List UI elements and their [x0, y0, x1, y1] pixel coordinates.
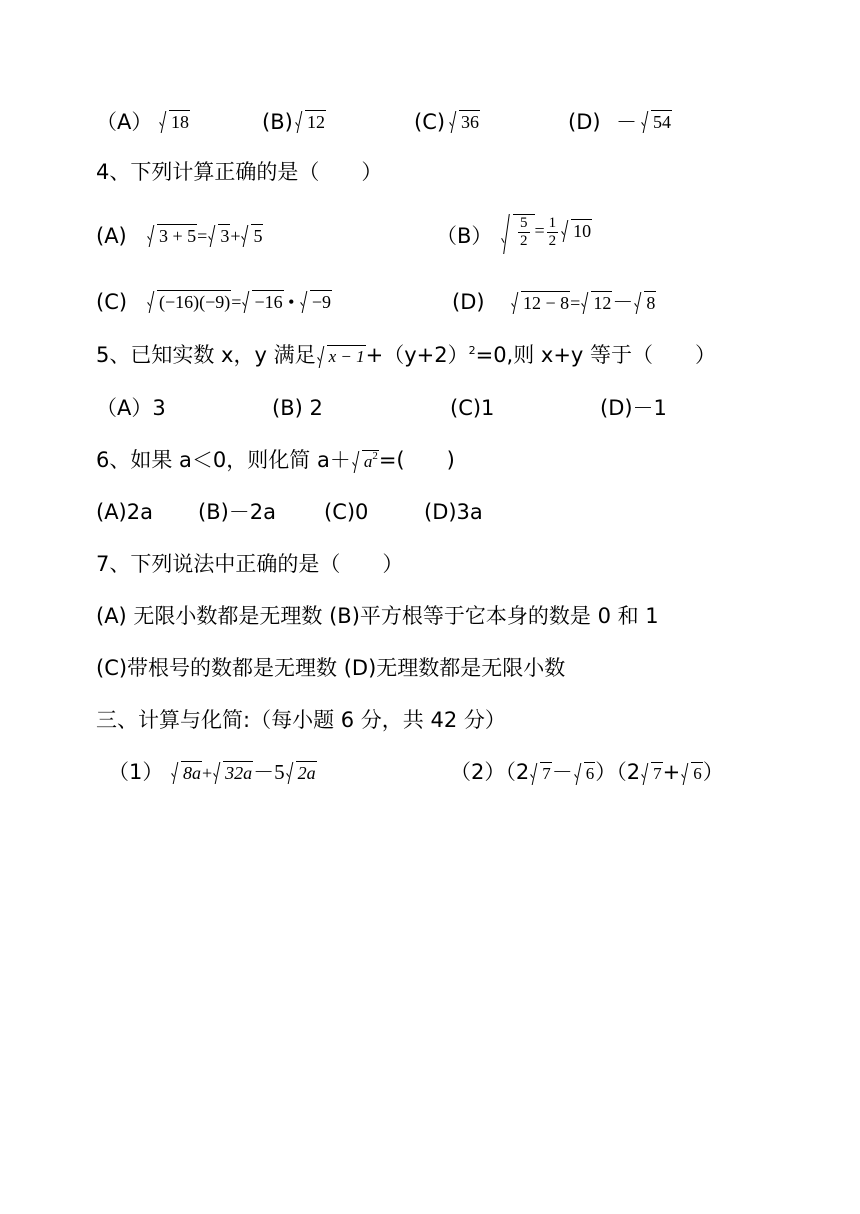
- q3-option-a-value: 18: [158, 110, 190, 134]
- q3-option-d-sign: －: [616, 110, 637, 134]
- q4-option-d-expr: 12 − 8= 12－ 8: [510, 290, 656, 315]
- q6-option-d: (D)3a: [424, 500, 483, 524]
- q3-option-b-label: (B): [262, 110, 293, 134]
- problem-1-expr: 8a+ 32a－5 2a: [170, 760, 317, 785]
- q5-options-row: [0, 394, 860, 434]
- q5-option-d: (D)－1: [600, 396, 667, 420]
- q7-options-line1: [0, 602, 860, 642]
- section3-heading-row: [0, 706, 860, 746]
- q5-option-b: (B) 2: [272, 396, 323, 420]
- q3-option-d-value: 54: [640, 110, 672, 134]
- q5-row: [0, 341, 860, 381]
- q7-options-cd: (C)带根号的数都是无理数 (D)无理数都是无限小数: [96, 656, 566, 680]
- q6-options-row: [0, 498, 860, 538]
- q7-stem: 7、下列说法中正确的是（ ）: [96, 552, 404, 576]
- q4-option-b-expr: $\frac{5}{2}$ = $\frac{1}{2}$ 10: [502, 214, 592, 250]
- q3-option-d-label: (D): [568, 110, 601, 134]
- q3-option-a-label: （A）: [96, 110, 153, 134]
- q7-options-ab: (A) 无限小数都是无理数 (B)平方根等于它本身的数是 0 和 1: [96, 604, 659, 628]
- q3-option-b-value: 12: [294, 110, 326, 134]
- q4-option-c-label: (C): [96, 290, 128, 314]
- q4-option-d-label: (D): [452, 290, 485, 314]
- problem-2-expr: （2）（2 7－ 6）（2 7+ 6）: [450, 760, 724, 784]
- q6-option-b: (B)－2a: [198, 500, 277, 524]
- q5-option-c: (C)1: [450, 396, 495, 420]
- q3-options-row: [0, 108, 860, 148]
- q7-row: [0, 550, 860, 590]
- q7-options-line2: [0, 654, 860, 694]
- q5-stem: 5、已知实数 x，y 满足 $x - 1+(y+2)^2=0$,则 x+y 等于（ ）: [96, 343, 717, 367]
- q4-option-c-expr: (−16)(−9)= −16 • −9: [146, 290, 332, 314]
- q6-row: [0, 446, 860, 486]
- q4-options-cd: [0, 288, 860, 328]
- q4-option-b-label: （B）: [436, 224, 493, 248]
- q3-option-c-value: 36: [448, 110, 480, 134]
- q6-stem: 6、如果 a＜0，则化简 $a+ a^2=$( ): [96, 446, 455, 475]
- q3-option-c-label: (C): [414, 110, 446, 134]
- q4-option-a-expr: 3 + 5= 3+ 5: [146, 224, 263, 248]
- problem-1-label: （1）: [108, 760, 164, 784]
- q4-option-a-label: (A): [96, 224, 127, 248]
- section3-problems-row: [0, 758, 860, 798]
- q6-option-a: (A)2a: [96, 500, 153, 524]
- q4-row: [0, 158, 860, 198]
- q5-option-a: （A）3: [96, 396, 166, 420]
- q4-stem: 4、下列计算正确的是（ ）: [96, 160, 383, 184]
- section3-heading: 三、计算与化简:（每小题 6 分，共 42 分）: [96, 708, 506, 732]
- q4-options-ab: [0, 215, 860, 272]
- q6-option-c: (C)0: [324, 500, 369, 524]
